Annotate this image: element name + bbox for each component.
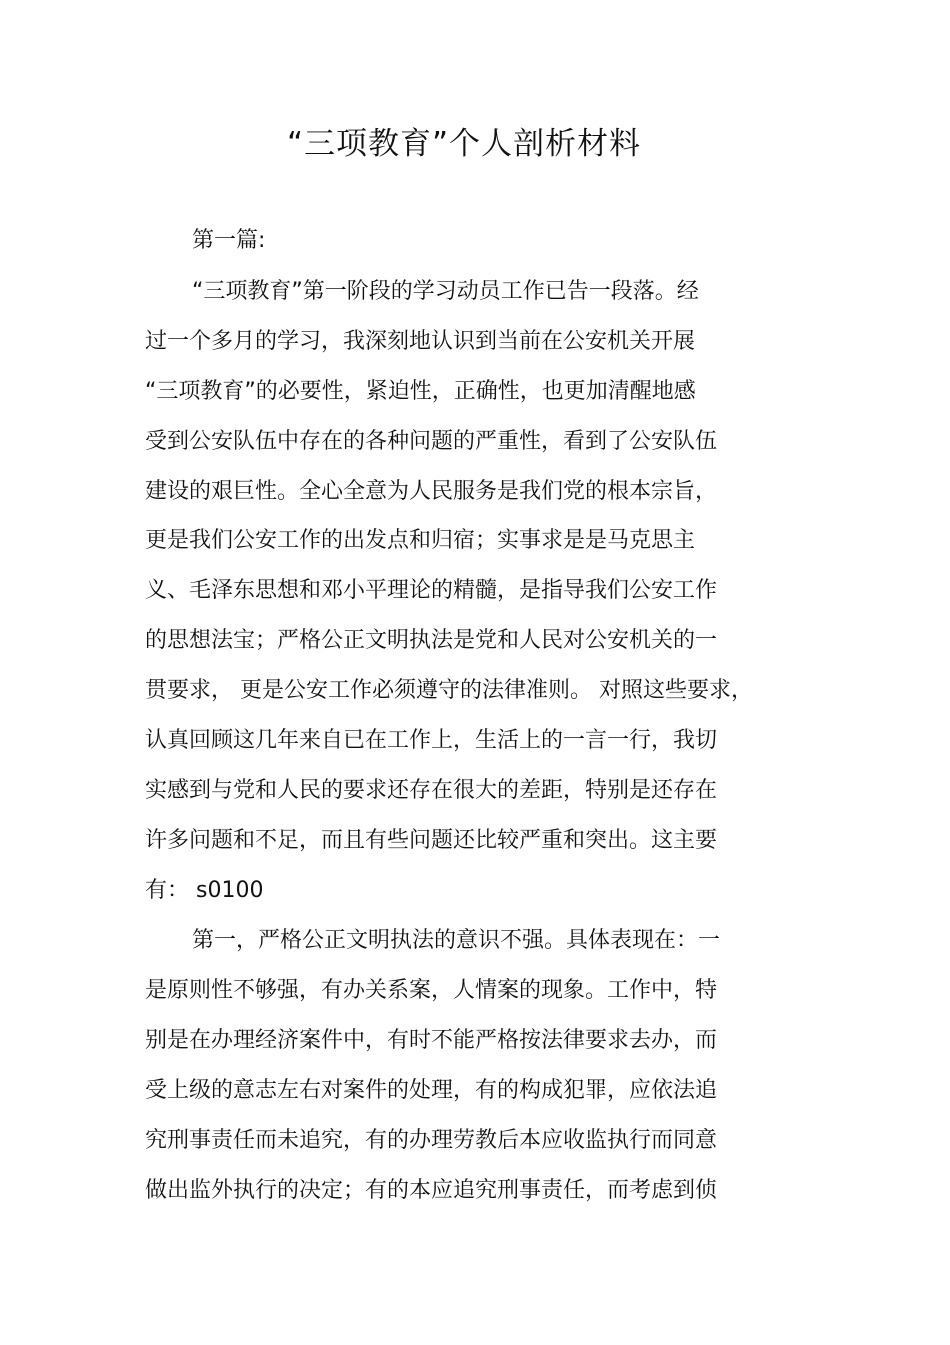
paragraph-line: “三项教育”第一阶段的学习动员工作已告一段落。经 [192, 279, 699, 304]
paragraph-line: 做出监外执行的决定；有的本应追究刑事责任，而考虑到侦 [145, 1178, 718, 1203]
paragraph-line: 许多问题和不足，而且有些问题还比较严重和突出。这主要 [145, 828, 718, 853]
paragraph-line: 是原则性不够强，有办关系案，人情案的现象。工作中，特 [145, 978, 718, 1003]
paragraph-line: 认真回顾这几年来自已在工作上，生活上的一言一行，我切 [145, 728, 718, 753]
paragraph-line: 更是我们公安工作的出发点和归宿；实事求是是马克思主 [145, 528, 696, 553]
paragraph-line: 别是在办理经济案件中，有时不能严格按法律要求去办，而 [145, 1028, 718, 1053]
paragraph-line: 受到公安队伍中存在的各种问题的严重性，看到了公安队伍 [145, 429, 718, 454]
paragraph-line: 建设的艰巨性。全心全意为人民服务是我们党的根本宗旨， [145, 479, 718, 504]
paragraph-line: 贯要求， 更是公安工作必须遵守的法律准则。 对照这些要求， [145, 678, 753, 703]
paragraph-line: 过一个多月的学习，我深刻地认识到当前在公安机关开展 [145, 329, 696, 354]
document-title: “三项教育”个人剖析材料 [286, 126, 642, 162]
paragraph-line: 义、毛泽东思想和邓小平理论的精髓，是指导我们公安工作 [145, 578, 718, 603]
paragraph-line: “三项教育”的必要性，紧迫性，正确性，也更加清醒地感 [145, 379, 696, 404]
paragraph-line: 受上级的意志左右对案件的处理，有的构成犯罪，应依法追 [145, 1078, 718, 1103]
paragraph-line: 有： s0100 [145, 878, 264, 903]
paragraph-line: 的思想法宝；严格公正文明执法是党和人民对公安机关的一 [145, 628, 718, 653]
section-label: 第一篇: [192, 228, 266, 253]
paragraph-line: 实感到与党和人民的要求还存在很大的差距，特别是还存在 [145, 778, 718, 803]
paragraph-line: 究刑事责任而未追究，有的办理劳教后本应收监执行而同意 [145, 1128, 718, 1153]
paragraph-line: 第一，严格公正文明执法的意识不强。具体表现在：一 [192, 928, 721, 953]
